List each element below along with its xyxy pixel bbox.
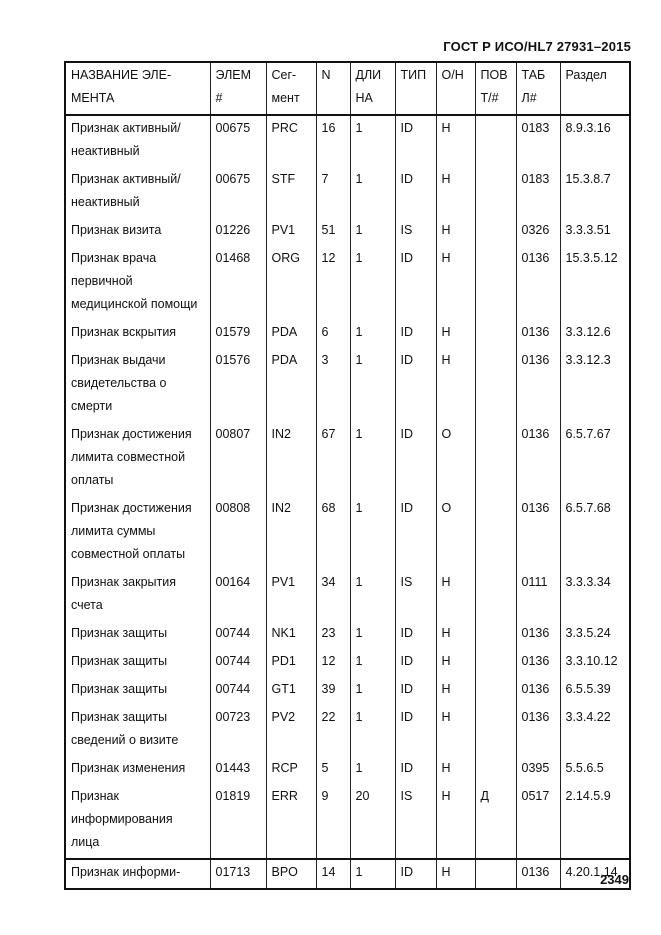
cell-n: 39 bbox=[316, 677, 350, 705]
cell-type: ID bbox=[395, 115, 436, 167]
cell-segment: PV1 bbox=[266, 218, 316, 246]
cell-element-number: 00807 bbox=[210, 422, 266, 496]
column-header-repeat: ПОВ Т/# bbox=[475, 62, 516, 115]
cell-type: ID bbox=[395, 756, 436, 784]
cell-optionality: Н bbox=[436, 859, 475, 889]
table-body bbox=[65, 115, 630, 889]
column-header-length: ДЛИ НА bbox=[350, 62, 395, 115]
column-header-element-number: ЭЛЕМ # bbox=[210, 62, 266, 115]
cell-segment: STF bbox=[266, 167, 316, 218]
table-row bbox=[65, 422, 630, 496]
cell-repeat bbox=[475, 246, 516, 320]
cell-segment: ERR bbox=[266, 784, 316, 859]
column-header-section: Раздел bbox=[560, 62, 630, 115]
cell-optionality: Н bbox=[436, 570, 475, 621]
cell-segment: GT1 bbox=[266, 677, 316, 705]
cell-repeat bbox=[475, 167, 516, 218]
page-number: 2349 bbox=[600, 872, 629, 887]
cell-name: Признак защиты сведений о визите bbox=[65, 705, 210, 756]
cell-repeat bbox=[475, 496, 516, 570]
cell-repeat bbox=[475, 218, 516, 246]
cell-optionality: Н bbox=[436, 705, 475, 756]
table-header-row bbox=[65, 62, 630, 115]
cell-element-number: 00723 bbox=[210, 705, 266, 756]
cell-n: 9 bbox=[316, 784, 350, 859]
cell-n: 51 bbox=[316, 218, 350, 246]
table-row bbox=[65, 784, 630, 859]
cell-table-number: 0136 bbox=[516, 422, 560, 496]
column-header-table-number: ТАБ Л# bbox=[516, 62, 560, 115]
cell-name: Признак изменения bbox=[65, 756, 210, 784]
cell-optionality: О bbox=[436, 422, 475, 496]
cell-repeat bbox=[475, 677, 516, 705]
cell-repeat bbox=[475, 705, 516, 756]
cell-element-number: 01576 bbox=[210, 348, 266, 422]
cell-n: 68 bbox=[316, 496, 350, 570]
cell-n: 6 bbox=[316, 320, 350, 348]
cell-table-number: 0183 bbox=[516, 167, 560, 218]
column-header-optionality: О/Н bbox=[436, 62, 475, 115]
cell-n: 12 bbox=[316, 649, 350, 677]
cell-type: ID bbox=[395, 705, 436, 756]
cell-section: 3.3.5.24 bbox=[560, 621, 630, 649]
cell-element-number: 00808 bbox=[210, 496, 266, 570]
table-row bbox=[65, 705, 630, 756]
cell-n: 3 bbox=[316, 348, 350, 422]
cell-segment: PRC bbox=[266, 115, 316, 167]
cell-optionality: Н bbox=[436, 756, 475, 784]
cell-optionality: Н bbox=[436, 115, 475, 167]
cell-name: Признак достижения лимита совместной оплаты bbox=[65, 422, 210, 496]
cell-length: 1 bbox=[350, 246, 395, 320]
table-row bbox=[65, 677, 630, 705]
table-row bbox=[65, 859, 630, 889]
table-row bbox=[65, 496, 630, 570]
cell-table-number: 0136 bbox=[516, 649, 560, 677]
column-header-segment: Сег-мент bbox=[266, 62, 316, 115]
cell-optionality: Н bbox=[436, 677, 475, 705]
cell-n: 16 bbox=[316, 115, 350, 167]
cell-name: Признак защиты bbox=[65, 621, 210, 649]
cell-length: 1 bbox=[350, 115, 395, 167]
table-row bbox=[65, 115, 630, 167]
cell-name: Признак достижения лимита суммы совместной оплаты bbox=[65, 496, 210, 570]
cell-optionality: Н bbox=[436, 348, 475, 422]
cell-name: Признак защиты bbox=[65, 677, 210, 705]
cell-repeat bbox=[475, 115, 516, 167]
cell-segment: ORG bbox=[266, 246, 316, 320]
cell-section: 6.5.5.39 bbox=[560, 677, 630, 705]
cell-optionality: Н bbox=[436, 218, 475, 246]
cell-optionality: Н bbox=[436, 649, 475, 677]
cell-table-number: 0111 bbox=[516, 570, 560, 621]
cell-repeat bbox=[475, 756, 516, 784]
cell-length: 1 bbox=[350, 422, 395, 496]
cell-segment: PV1 bbox=[266, 570, 316, 621]
cell-repeat bbox=[475, 621, 516, 649]
cell-name: Признак информи- bbox=[65, 859, 210, 889]
cell-name: Признак визита bbox=[65, 218, 210, 246]
cell-type: ID bbox=[395, 320, 436, 348]
cell-section: 3.3.3.34 bbox=[560, 570, 630, 621]
cell-table-number: 0136 bbox=[516, 320, 560, 348]
cell-table-number: 0136 bbox=[516, 621, 560, 649]
cell-section: 8.9.3.16 bbox=[560, 115, 630, 167]
cell-section: 3.3.4.22 bbox=[560, 705, 630, 756]
cell-optionality: Н bbox=[436, 621, 475, 649]
cell-element-number: 00744 bbox=[210, 677, 266, 705]
cell-repeat bbox=[475, 570, 516, 621]
cell-type: ID bbox=[395, 621, 436, 649]
cell-type: ID bbox=[395, 859, 436, 889]
cell-section: 3.3.3.51 bbox=[560, 218, 630, 246]
cell-name: Признак закрытия счета bbox=[65, 570, 210, 621]
table-row bbox=[65, 570, 630, 621]
cell-element-number: 00744 bbox=[210, 649, 266, 677]
cell-n: 23 bbox=[316, 621, 350, 649]
cell-n: 12 bbox=[316, 246, 350, 320]
cell-segment: BPO bbox=[266, 859, 316, 889]
table-row bbox=[65, 621, 630, 649]
cell-optionality: Н bbox=[436, 320, 475, 348]
cell-element-number: 01819 bbox=[210, 784, 266, 859]
cell-repeat bbox=[475, 348, 516, 422]
cell-n: 5 bbox=[316, 756, 350, 784]
cell-section: 3.3.12.3 bbox=[560, 348, 630, 422]
cell-section: 3.3.10.12 bbox=[560, 649, 630, 677]
cell-table-number: 0136 bbox=[516, 246, 560, 320]
table-row bbox=[65, 246, 630, 320]
cell-segment: PD1 bbox=[266, 649, 316, 677]
cell-segment: IN2 bbox=[266, 422, 316, 496]
cell-name: Признак активный/неактивный bbox=[65, 115, 210, 167]
cell-length: 1 bbox=[350, 649, 395, 677]
cell-section: 6.5.7.68 bbox=[560, 496, 630, 570]
cell-element-number: 01579 bbox=[210, 320, 266, 348]
cell-section: 15.3.8.7 bbox=[560, 167, 630, 218]
cell-element-number: 00164 bbox=[210, 570, 266, 621]
cell-optionality: О bbox=[436, 496, 475, 570]
cell-section: 5.5.6.5 bbox=[560, 756, 630, 784]
cell-type: IS bbox=[395, 218, 436, 246]
cell-length: 1 bbox=[350, 496, 395, 570]
cell-length: 1 bbox=[350, 167, 395, 218]
column-header-type: ТИП bbox=[395, 62, 436, 115]
cell-length: 1 bbox=[350, 218, 395, 246]
cell-repeat bbox=[475, 859, 516, 889]
cell-segment: NK1 bbox=[266, 621, 316, 649]
table-row bbox=[65, 649, 630, 677]
cell-n: 34 bbox=[316, 570, 350, 621]
cell-name: Признак информирования лица bbox=[65, 784, 210, 859]
cell-type: ID bbox=[395, 167, 436, 218]
cell-repeat bbox=[475, 649, 516, 677]
cell-type: ID bbox=[395, 677, 436, 705]
cell-section: 3.3.12.6 bbox=[560, 320, 630, 348]
cell-n: 67 bbox=[316, 422, 350, 496]
cell-element-number: 01226 bbox=[210, 218, 266, 246]
cell-segment: PDA bbox=[266, 348, 316, 422]
cell-name: Признак выдачи свидетельства о смерти bbox=[65, 348, 210, 422]
table-row bbox=[65, 167, 630, 218]
table-row bbox=[65, 218, 630, 246]
cell-type: IS bbox=[395, 570, 436, 621]
cell-optionality: Н bbox=[436, 784, 475, 859]
cell-segment: IN2 bbox=[266, 496, 316, 570]
cell-type: ID bbox=[395, 246, 436, 320]
cell-length: 1 bbox=[350, 705, 395, 756]
table-row bbox=[65, 320, 630, 348]
table-row bbox=[65, 348, 630, 422]
cell-element-number: 00675 bbox=[210, 115, 266, 167]
cell-length: 1 bbox=[350, 320, 395, 348]
table-row bbox=[65, 756, 630, 784]
cell-repeat bbox=[475, 422, 516, 496]
cell-type: ID bbox=[395, 422, 436, 496]
cell-name: Признак защиты bbox=[65, 649, 210, 677]
cell-name: Признак врача первичной медицинской помощи bbox=[65, 246, 210, 320]
cell-optionality: Н bbox=[436, 167, 475, 218]
cell-element-number: 01443 bbox=[210, 756, 266, 784]
cell-type: ID bbox=[395, 348, 436, 422]
column-header-name: НАЗВАНИЕ ЭЛЕ-МЕНТА bbox=[65, 62, 210, 115]
document-header: ГОСТ Р ИСО/HL7 27931–2015 bbox=[443, 39, 631, 54]
cell-type: IS bbox=[395, 784, 436, 859]
cell-section: 4.20.1.14 bbox=[560, 859, 630, 889]
cell-element-number: 01713 bbox=[210, 859, 266, 889]
cell-element-number: 00675 bbox=[210, 167, 266, 218]
cell-length: 1 bbox=[350, 621, 395, 649]
cell-name: Признак вскрытия bbox=[65, 320, 210, 348]
cell-n: 22 bbox=[316, 705, 350, 756]
cell-table-number: 0517 bbox=[516, 784, 560, 859]
cell-length: 1 bbox=[350, 756, 395, 784]
cell-table-number: 0183 bbox=[516, 115, 560, 167]
cell-table-number: 0326 bbox=[516, 218, 560, 246]
cell-length: 1 bbox=[350, 859, 395, 889]
cell-segment: PV2 bbox=[266, 705, 316, 756]
cell-n: 7 bbox=[316, 167, 350, 218]
cell-length: 1 bbox=[350, 348, 395, 422]
cell-table-number: 0136 bbox=[516, 348, 560, 422]
cell-type: ID bbox=[395, 649, 436, 677]
cell-length: 1 bbox=[350, 570, 395, 621]
cell-name: Признак активный/неактивный bbox=[65, 167, 210, 218]
cell-table-number: 0136 bbox=[516, 705, 560, 756]
cell-repeat bbox=[475, 320, 516, 348]
cell-n: 14 bbox=[316, 859, 350, 889]
cell-length: 1 bbox=[350, 677, 395, 705]
cell-segment: PDA bbox=[266, 320, 316, 348]
cell-element-number: 01468 bbox=[210, 246, 266, 320]
column-header-n: N bbox=[316, 62, 350, 115]
cell-repeat: Д bbox=[475, 784, 516, 859]
cell-section: 15.3.5.12 bbox=[560, 246, 630, 320]
cell-type: ID bbox=[395, 496, 436, 570]
cell-table-number: 0395 bbox=[516, 756, 560, 784]
cell-table-number: 0136 bbox=[516, 677, 560, 705]
cell-element-number: 00744 bbox=[210, 621, 266, 649]
cell-section: 2.14.5.9 bbox=[560, 784, 630, 859]
cell-section: 6.5.7.67 bbox=[560, 422, 630, 496]
cell-table-number: 0136 bbox=[516, 859, 560, 889]
cell-table-number: 0136 bbox=[516, 496, 560, 570]
data-elements-table bbox=[64, 61, 631, 890]
cell-length: 20 bbox=[350, 784, 395, 859]
cell-optionality: Н bbox=[436, 246, 475, 320]
cell-segment: RCP bbox=[266, 756, 316, 784]
